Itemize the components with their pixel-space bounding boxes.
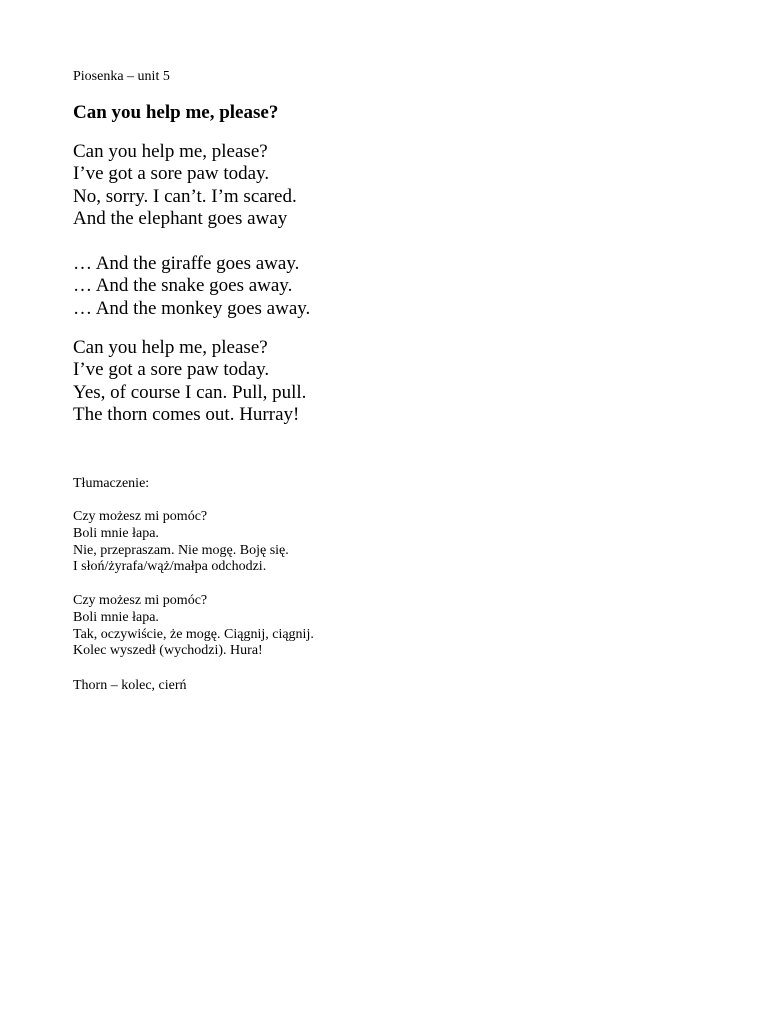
- lyric-line: Can you help me, please?: [73, 141, 268, 162]
- lyric-line: … And the giraffe goes away.: [73, 253, 300, 274]
- vocabulary-note: [73, 678, 187, 695]
- translation-line: Boli mnie łapa.: [73, 609, 159, 625]
- translation-line: I słoń/żyrafa/wąż/małpa odchodzi.: [73, 559, 267, 575]
- lyric-line: … And the snake goes away.: [73, 275, 293, 297]
- translation-stanza-2: [73, 593, 314, 660]
- lyric-line: And the elephant goes away: [73, 207, 288, 229]
- header-label: Piosenka – unit 5: [73, 69, 170, 84]
- translation-line: Boli mnie łapa.: [73, 525, 159, 541]
- lyric-line: I’ve got a sore paw today.: [73, 163, 270, 185]
- lyric-line: No, sorry. I can’t. I’m scared.: [73, 185, 297, 207]
- translation-line: Kolec wyszedł (wychodzi). Hura!: [73, 643, 263, 659]
- song-stanza-1: [73, 141, 297, 230]
- song-title: Can you help me, please?: [73, 102, 279, 123]
- vocabulary-line: Thorn – kolec, cierń: [73, 678, 187, 693]
- lyric-line: I’ve got a sore paw today.: [73, 359, 270, 381]
- translation-stanza-1: [73, 509, 289, 576]
- lyric-line: Yes, of course I can. Pull, pull.: [73, 381, 307, 403]
- translation-line: Tak, oczywiście, że mogę. Ciągnij, ciągnij.: [73, 626, 314, 642]
- translation-line: Czy możesz mi pomóc?: [73, 509, 208, 524]
- lyric-line: The thorn comes out. Hurray!: [73, 403, 300, 425]
- lyric-line: Can you help me, please?: [73, 337, 268, 358]
- translation-line: Czy możesz mi pomóc?: [73, 593, 208, 608]
- song-stanza-2: [73, 253, 310, 320]
- translation-label: Tłumaczenie:: [73, 476, 150, 491]
- translation-heading: [73, 476, 149, 493]
- lyric-line: … And the monkey goes away.: [73, 297, 311, 319]
- song-stanza-3: [73, 337, 306, 426]
- translation-line: Nie, przepraszam. Nie mogę. Boję się.: [73, 542, 289, 558]
